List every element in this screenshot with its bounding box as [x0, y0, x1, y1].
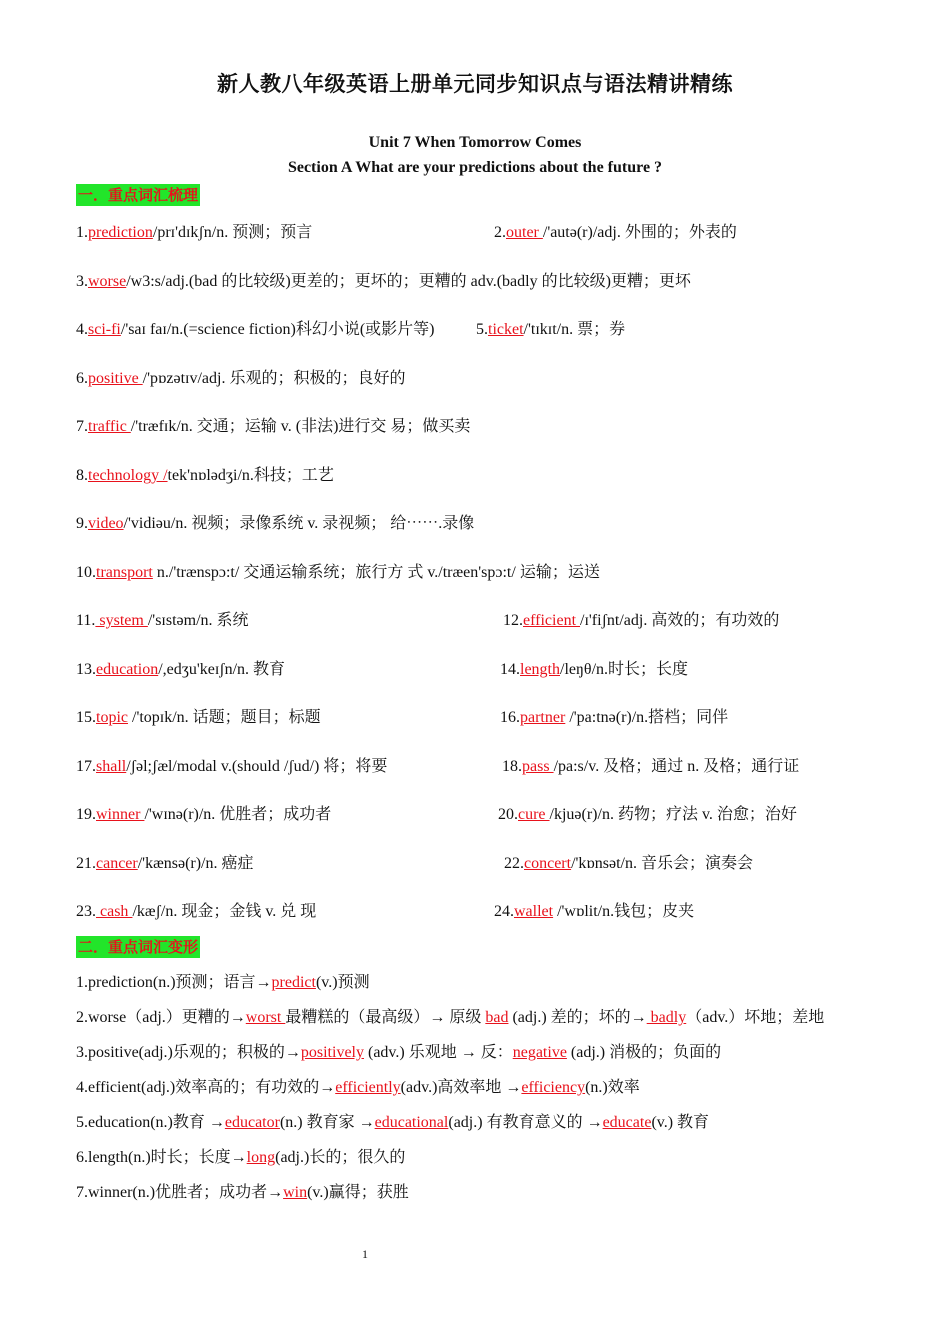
word-form-text: (v.) 教育	[651, 1114, 710, 1131]
vocab-definition: /w3:s/adj.(bad 的比较级)更差的；更坏的；更糟的 adv.(badly 的比较级)更糟；更坏	[126, 273, 691, 290]
vocab-definition: /'kɒnsət/n. 音乐会；演奏会	[571, 855, 753, 872]
vocab-item	[76, 853, 254, 875]
word-form-item	[76, 1112, 709, 1134]
word-form-text: 7.winner(n.)优胜者；成功者→	[76, 1184, 284, 1201]
word-form-text: 1.prediction(n.)预测；语言→	[76, 974, 272, 991]
word-form-item	[76, 1007, 824, 1029]
vocab-item	[76, 756, 387, 778]
vocab-word: topic	[96, 709, 128, 726]
answer-word: positively	[300, 1044, 364, 1061]
word-form-text: (n.)效率	[585, 1079, 640, 1096]
vocab-number: 1.	[76, 224, 88, 241]
vocab-word: wallet	[514, 903, 554, 920]
vocab-item	[500, 659, 688, 681]
word-form-text: 2.worse（adj.）更糟的→	[76, 1009, 246, 1026]
vocab-word: education	[96, 661, 159, 678]
vocab-definition: /leŋθ/n.时长；长度	[560, 661, 689, 678]
vocab-item	[76, 659, 285, 681]
word-form-item	[76, 972, 370, 994]
answer-word: badly	[646, 1009, 687, 1026]
vocab-item	[76, 271, 691, 293]
word-form-item	[76, 1182, 409, 1204]
vocab-word: worse	[88, 273, 127, 290]
vocab-number: 13.	[76, 661, 96, 678]
vocab-number: 15.	[76, 709, 96, 726]
answer-word: long	[246, 1149, 276, 1166]
word-form-text: (v.)赢得；获胜	[307, 1184, 409, 1201]
answer-word: negative	[512, 1044, 567, 1061]
heading-word-forms: 二．重点词汇变形	[78, 938, 199, 956]
vocab-item	[498, 804, 797, 826]
vocab-item	[494, 901, 694, 923]
vocab-number: 19.	[76, 806, 96, 823]
word-form-text: 5.education(n.)教育 →	[76, 1114, 225, 1131]
answer-word: efficiency	[521, 1079, 586, 1096]
vocab-number: 6.	[76, 370, 88, 387]
vocab-item	[76, 804, 331, 826]
vocab-definition: tek'nɒlədʒi/n.科技；工艺	[167, 467, 334, 484]
vocab-number: 16.	[500, 709, 520, 726]
vocab-word: cash	[96, 903, 133, 920]
vocab-definition: /ɪ'fiʃnt/adj. 高效的；有功效的	[580, 612, 780, 629]
vocab-word: outer	[506, 224, 543, 241]
vocab-number: 4.	[76, 321, 88, 338]
vocab-item	[76, 562, 600, 584]
vocab-word: efficient	[523, 612, 581, 629]
answer-word: educate	[602, 1114, 652, 1131]
vocab-number: 10.	[76, 564, 96, 581]
vocab-number: 3.	[76, 273, 88, 290]
vocab-definition: /'sɪstəm/n. 系统	[147, 612, 249, 629]
vocab-number: 21.	[76, 855, 96, 872]
vocab-number: 2.	[494, 224, 506, 241]
vocab-item	[500, 707, 728, 729]
vocab-word: cancer	[96, 855, 138, 872]
vocab-number: 7.	[76, 418, 88, 435]
vocab-number: 24.	[494, 903, 514, 920]
page-number: 1	[362, 1247, 368, 1261]
vocab-item	[76, 416, 470, 438]
vocab-item	[494, 222, 737, 244]
heading-vocabulary: 一．重点词汇梳理	[78, 186, 199, 204]
vocab-word: system	[95, 612, 148, 629]
vocab-word: sci-fi	[88, 321, 121, 338]
vocab-definition: /'vidiəu/n. 视频；录像系统 v. 录视频； 给⋯⋯.录像	[123, 515, 475, 532]
vocab-word: shall	[96, 758, 127, 775]
vocab-number: 5.	[476, 321, 488, 338]
vocab-item	[76, 707, 321, 729]
vocab-number: 12.	[503, 612, 523, 629]
word-form-text: 4.efficient(adj.)效率高的；有功效的→	[76, 1079, 336, 1096]
vocab-item	[76, 465, 334, 487]
section-title: Section A What are your predictions about the future ?	[287, 159, 663, 176]
vocab-definition: /,edʒu'keɪʃn/n. 教育	[158, 661, 286, 678]
vocab-definition: /kjuə(r)/n. 药物；疗法 v. 治愈；治好	[549, 806, 797, 823]
vocab-word: winner	[96, 806, 145, 823]
vocab-item	[504, 853, 753, 875]
vocab-number: 9.	[76, 515, 88, 532]
vocab-number: 20.	[498, 806, 518, 823]
word-form-text: （adv.）坏地；差地	[686, 1009, 825, 1026]
vocab-number: 8.	[76, 467, 88, 484]
word-form-text: (adv.)高效率地 →	[400, 1079, 522, 1096]
word-form-text: (adj.) 差的；坏的→	[508, 1009, 647, 1026]
vocab-word: ticket	[488, 321, 524, 338]
vocab-definition: /kæʃ/n. 现金；金钱 v. 兑 现	[132, 903, 317, 920]
vocab-definition: n./'trænspɔ:t/ 交通运输系统；旅行方 式 v./træen'spɔ:t/ 运输；运送	[152, 564, 600, 581]
vocab-word: pass	[522, 758, 554, 775]
vocab-item	[503, 610, 779, 632]
vocab-definition: /'tɪkɪt/n. 票；券	[523, 321, 626, 338]
vocab-definition: /'træfɪk/n. 交通；运输 v. (非法)进行交 易；做买卖	[130, 418, 471, 435]
answer-word: educational	[374, 1114, 449, 1131]
word-form-item	[76, 1077, 640, 1099]
vocab-item	[76, 610, 249, 632]
vocab-word: transport	[96, 564, 153, 581]
vocab-definition: /'pa:tnə(r)/n.搭档；同伴	[565, 709, 729, 726]
vocab-definition: /ʃəl;ʃæl/modal v.(should /ʃud/) 将；将要	[126, 758, 388, 775]
vocab-definition: /'autə(r)/adj. 外围的；外表的	[542, 224, 737, 241]
vocab-definition: /'wɪnə(r)/n. 优胜者；成功者	[144, 806, 332, 823]
answer-word: bad	[485, 1009, 509, 1026]
vocab-item	[76, 368, 405, 390]
vocab-definition: /'saɪ faɪ/n.(=science fiction)科幻小说(或影片等)	[120, 321, 435, 338]
vocab-item	[76, 901, 316, 923]
vocab-number: 11.	[76, 612, 96, 629]
word-form-text: 3.positive(adj.)乐观的；积极的→	[76, 1044, 301, 1061]
word-form-text: (v.)预测	[315, 974, 370, 991]
word-form-text: 最糟糕的（最高级）→ 原级	[285, 1009, 486, 1026]
answer-word: win	[283, 1184, 308, 1201]
vocab-definition: /'kænsə(r)/n. 癌症	[137, 855, 254, 872]
word-form-text: (adj.) 有教育意义的 →	[448, 1114, 603, 1131]
word-form-text: 6.length(n.)时长；长度→	[76, 1149, 247, 1166]
word-form-text: (n.) 教育家 →	[279, 1114, 375, 1131]
answer-word: worst	[245, 1009, 286, 1026]
vocab-number: 17.	[76, 758, 96, 775]
answer-word: efficiently	[335, 1079, 401, 1096]
vocab-definition: /'wɒlit/n.钱包；皮夹	[553, 903, 695, 920]
vocab-number: 23.	[76, 903, 96, 920]
vocab-item	[76, 319, 434, 341]
vocab-word: technology /	[88, 467, 168, 484]
word-form-item	[76, 1147, 405, 1169]
word-form-item	[76, 1042, 721, 1064]
vocab-word: positive	[88, 370, 143, 387]
vocab-definition: /'topɪk/n. 话题；题目；标题	[128, 709, 321, 726]
vocab-definition: /'pɒzətɪv/adj. 乐观的；积极的；良好的	[142, 370, 406, 387]
answer-word: predict	[271, 974, 316, 991]
word-form-text: (adj.)长的；很久的	[275, 1149, 406, 1166]
vocab-definition: /prɪ'dɪkʃn/n. 预测；预言	[152, 224, 313, 241]
vocab-item	[476, 319, 625, 341]
answer-word: educator	[224, 1114, 280, 1131]
vocab-number: 14.	[500, 661, 520, 678]
vocab-word: partner	[520, 709, 566, 726]
vocab-item	[76, 222, 312, 244]
vocab-definition: /pa:s/v. 及格；通过 n. 及格；通行证	[553, 758, 800, 775]
vocab-item	[76, 513, 474, 535]
vocab-word: video	[88, 515, 124, 532]
document-title: 新人教八年级英语上册单元同步知识点与语法精讲精练	[217, 72, 733, 96]
vocab-word: concert	[524, 855, 572, 872]
vocab-word: prediction	[88, 224, 153, 241]
vocab-word: traffic	[88, 418, 131, 435]
unit-title: Unit 7 When Tomorrow Comes	[368, 134, 582, 151]
vocab-item	[502, 756, 799, 778]
vocab-word: cure	[518, 806, 550, 823]
vocab-word: length	[520, 661, 560, 678]
word-form-text: (adv.) 乐观地 → 反：	[363, 1044, 513, 1061]
vocab-number: 22.	[504, 855, 524, 872]
word-form-text: (adj.) 消极的；负面的	[566, 1044, 722, 1061]
vocab-number: 18.	[502, 758, 522, 775]
